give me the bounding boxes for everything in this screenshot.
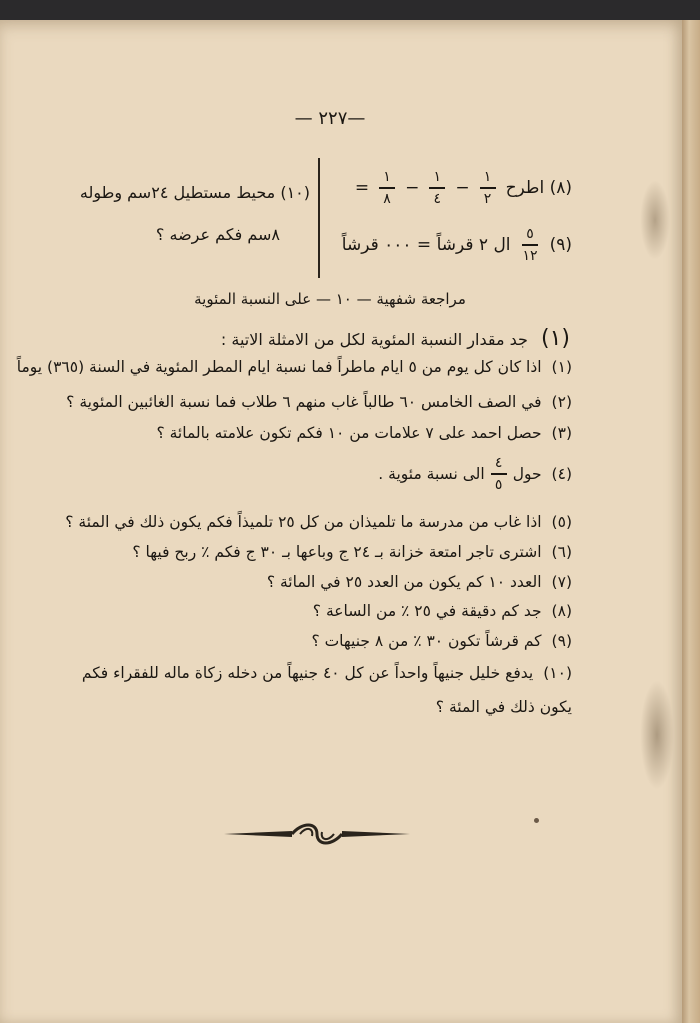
instruction-number: (١) — [540, 326, 570, 351]
exercise-8-label: (٨) اطرح — [505, 177, 572, 198]
exercise-8 — [355, 170, 572, 206]
fraction — [521, 227, 540, 263]
exercise-9 — [342, 227, 572, 263]
denominator: ٤ — [433, 190, 442, 207]
denominator: ٢ — [483, 190, 492, 207]
question-text: اذا غاب من مدرسة ما تلميذان من كل ٢٥ تلميذاً فكم يكون ذلك في المئة ؟ — [65, 513, 542, 531]
fraction — [379, 170, 395, 206]
paper-stain — [640, 180, 670, 260]
fraction — [480, 170, 496, 206]
question-text: حول — [512, 464, 542, 483]
question-text: الى نسبة مئوية . — [378, 464, 485, 483]
question-2 — [66, 393, 572, 411]
ink-dot — [534, 818, 539, 823]
denominator: ١٢ — [522, 247, 538, 264]
question-text: يدفع خليل جنيهاً واحداً عن كل ٤٠ جنيهاً من دخله زكاة ماله للفقراء فكم يكون ذلك في المئة ؟ — [81, 664, 572, 716]
question-7 — [267, 573, 572, 591]
minus-sign: − — [405, 177, 420, 198]
numerator: ١ — [483, 169, 492, 185]
question-8 — [313, 602, 572, 620]
question-text: اذا كان كل يوم من ٥ ايام ماطراً فما نسبة ايام المطر المئوية في السنة (٣٦٥) يوماً — [16, 358, 542, 376]
question-10 — [72, 656, 572, 724]
section-title: مراجعة شفهية — ١٠ — على النسبة المئوية — [194, 290, 466, 308]
question-1 — [17, 358, 572, 376]
question-number: (٢) — [551, 393, 572, 411]
exercise-9-text: ال ٢ قرشاً = ٠٠٠ قرشاً — [341, 234, 511, 255]
equals-sign: = — [354, 177, 370, 198]
numerator: ١ — [383, 169, 391, 185]
question-6 — [132, 543, 572, 561]
question-number: (٨) — [551, 602, 572, 620]
question-number: (٦) — [551, 543, 572, 561]
exercise-10-line2: ٨سم فكم عرضه ؟ — [155, 225, 280, 244]
paper-stain — [640, 680, 674, 790]
numerator: ٤ — [494, 455, 503, 471]
question-text: جد كم دقيقة في ٢٥ ٪ من الساعة ؟ — [312, 602, 542, 620]
denominator: ٥ — [494, 476, 503, 493]
question-4 — [378, 456, 572, 492]
question-3 — [156, 424, 572, 442]
instruction — [221, 326, 570, 351]
question-text: كم قرشاً تكون ٣٠ ٪ من ٨ جنيهات ؟ — [311, 632, 542, 650]
question-number: (٥) — [551, 513, 572, 531]
question-5 — [65, 513, 572, 531]
exercise-10 — [60, 172, 310, 256]
page-edge — [682, 20, 700, 1023]
question-number: (٧) — [551, 573, 572, 591]
numerator: ٥ — [526, 226, 534, 242]
question-number: (٣) — [551, 424, 572, 442]
page-number: —٢٢٧ — — [294, 108, 366, 129]
column-divider — [318, 158, 320, 278]
question-number: (١٠) — [543, 664, 572, 682]
question-text: حصل احمد على ٧ علامات من ١٠ فكم تكون علامته بالمائة ؟ — [156, 424, 542, 442]
exercise-9-label: (٩) — [549, 234, 572, 255]
question-9 — [311, 632, 572, 650]
fraction — [491, 456, 507, 492]
question-number: (٩) — [551, 632, 572, 650]
minus-sign: − — [455, 177, 470, 198]
question-number: (٤) — [551, 464, 572, 483]
question-number: (١) — [551, 358, 572, 376]
question-text: في الصف الخامس ٦٠ طالباً غاب منهم ٦ طلاب فما نسبة الغائبين المئوية ؟ — [66, 393, 542, 411]
instruction-text: جد مقدار النسبة المئوية لكل من الامثلة الاتية : — [220, 330, 528, 349]
question-text: اشترى تاجر امتعة خزانة بـ ٢٤ ج وباعها بـ ٣٠ ج فكم ٪ ربح فيها ؟ — [132, 543, 542, 561]
denominator: ٨ — [383, 190, 391, 207]
numerator: ١ — [433, 169, 442, 185]
decorative-ornament — [222, 818, 412, 850]
exercise-10-line1: (١٠) محيط مستطيل ٢٤سم وطوله — [79, 183, 310, 202]
question-text: العدد ١٠ كم يكون من العدد ٢٥ في المائة ؟ — [266, 573, 542, 591]
fraction — [429, 170, 445, 206]
